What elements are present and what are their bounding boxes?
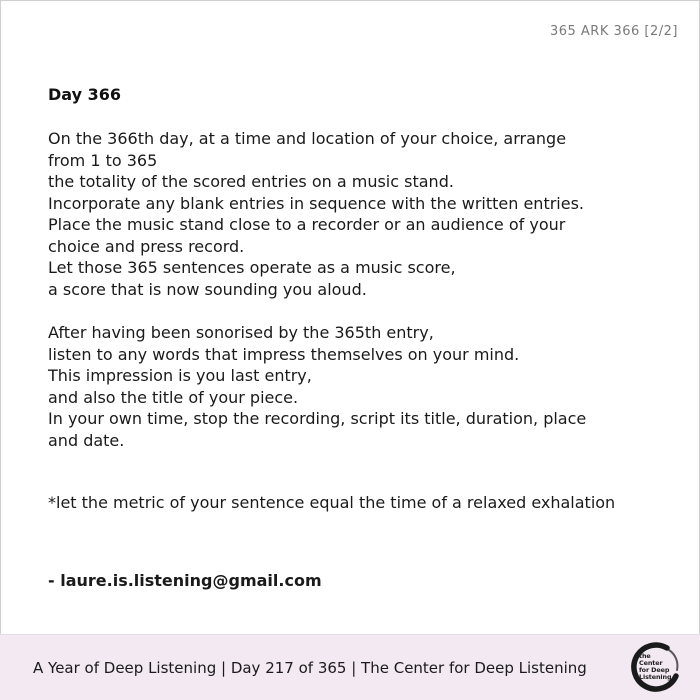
author-email: - laure.is.listening@gmail.com	[48, 571, 322, 590]
page-title: Day 366	[48, 85, 121, 104]
paragraph-line: After having been sonorised by the 365th entry,	[48, 323, 434, 342]
footer-caption: A Year of Deep Listening | Day 217 of 365 | The Center for Deep Listening	[33, 659, 587, 677]
paragraph-line: from 1 to 365	[48, 150, 158, 170]
logo-line: Listening	[639, 673, 672, 681]
paragraph-line: Let those 365 sentences operate as a music score,	[48, 258, 456, 277]
main-content	[48, 84, 678, 451]
paragraph-2	[48, 322, 678, 451]
paragraph-1	[48, 128, 678, 300]
logo-line: the Center	[639, 652, 663, 667]
series-tag: 365 ARK 366 [2/2]	[549, 24, 678, 39]
paragraph-line: a score that is now sounding you aloud.	[48, 279, 367, 299]
paragraph-line: This impression is you last entry,	[48, 366, 312, 385]
logo-text	[639, 653, 673, 681]
center-logo	[627, 640, 683, 696]
paragraph-line: On the 366th day, at a time and location of your choice, arrange	[48, 129, 567, 148]
paragraph-line: choice and press record.	[48, 236, 245, 256]
paragraph-line: listen to any words that impress themselves on your mind.	[48, 344, 520, 364]
paragraph-line: In your own time, stop the recording, script its title, duration, place	[48, 409, 587, 428]
paragraph-line: and date.	[48, 430, 125, 450]
logo-line: for Deep	[639, 666, 670, 674]
footer-bar	[0, 634, 700, 700]
footnote: *let the metric of your sentence equal the time of a relaxed exhalation	[48, 493, 616, 512]
paragraph-line: Place the music stand close to a recorder or an audience of your	[48, 215, 566, 234]
paragraph-line: and also the title of your piece.	[48, 387, 299, 407]
paragraph-line: Incorporate any blank entries in sequence with the written entries.	[48, 193, 585, 213]
paragraph-line: the totality of the scored entries on a music stand.	[48, 172, 454, 191]
